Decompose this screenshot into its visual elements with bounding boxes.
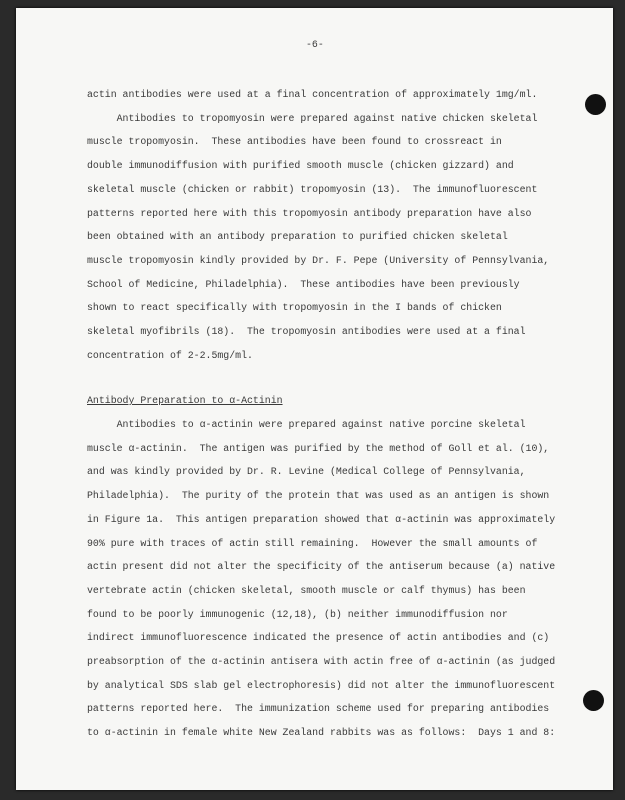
text-line: actin antibodies were used at a final concentration of approximately 1mg/ml. xyxy=(87,89,538,100)
text-line: in Figure 1a. This antigen preparation showed that α-actinin was approximately xyxy=(87,513,556,525)
text-line: preabsorption of the α-actinin antisera with actin free of α-actinin (as judged xyxy=(87,656,556,667)
text-line: vertebrate actin (chicken skeletal, smooth muscle or calf thymus) has been xyxy=(87,584,526,596)
text-line: patterns reported here with this tropomyosin antibody preparation have also xyxy=(87,207,532,219)
text-line: Philadelphia). The purity of the protein that was used as an antigen is shown xyxy=(87,490,550,502)
punch-hole xyxy=(583,690,604,711)
text-line: skeletal muscle (chicken or rabbit) tropomyosin (13). The immunofluorescent xyxy=(87,183,538,195)
text-line: to α-actinin in female white New Zealand rabbits was as follows: Days 1 and 8: xyxy=(87,727,556,739)
text-line: skeletal myofibrils (18). The tropomyosin antibodies were used at a final xyxy=(87,326,526,337)
text-line: found to be poorly immunogenic (12,18), (b) neither immunodiffusion nor xyxy=(87,608,508,620)
text-line: Antibodies to α-actinin were prepared against native porcine skeletal xyxy=(87,419,526,430)
section-heading: Antibody Preparation to α-Actinin xyxy=(87,395,283,406)
text-line: by analytical SDS slab gel electrophoresis) did not alter the immunofluorescent xyxy=(87,679,556,691)
text-line: muscle α-actinin. The antigen was purified by the method of Goll et al. (10), xyxy=(87,442,550,454)
text-line: patterns reported here. The immunization scheme used for preparing antibodies xyxy=(87,703,550,715)
text-line: 90% pure with traces of actin still remaining. However the small amounts of xyxy=(87,537,538,549)
text-line: indirect immunofluorescence indicated the presence of actin antibodies and (c) xyxy=(87,632,550,644)
punch-hole xyxy=(585,94,606,115)
text-line: concentration of 2-2.5mg/ml. xyxy=(87,349,253,361)
text-line: and was kindly provided by Dr. R. Levine (Medical College of Pennsylvania, xyxy=(87,466,526,478)
text-line: been obtained with an antibody preparation to purified chicken skeletal xyxy=(87,231,508,243)
text-line: shown to react specifically with tropomyosin in the I bands of chicken xyxy=(87,302,502,314)
text-line: muscle tropomyosin kindly provided by Dr. F. Pepe (University of Pennsylvania, xyxy=(87,254,550,266)
text-line: School of Medicine, Philadelphia). These antibodies have been previously xyxy=(87,278,520,290)
text-line: Antibodies to tropomyosin were prepared against native chicken skeletal xyxy=(87,112,538,124)
text-line: double immunodiffusion with purified smooth muscle (chicken gizzard) and xyxy=(87,160,514,172)
text-line: muscle tropomyosin. These antibodies have been found to crossreact in xyxy=(87,136,502,148)
text-line: actin present did not alter the specificity of the antiserum because (a) native xyxy=(87,561,556,573)
page-number: -6- xyxy=(306,39,324,50)
